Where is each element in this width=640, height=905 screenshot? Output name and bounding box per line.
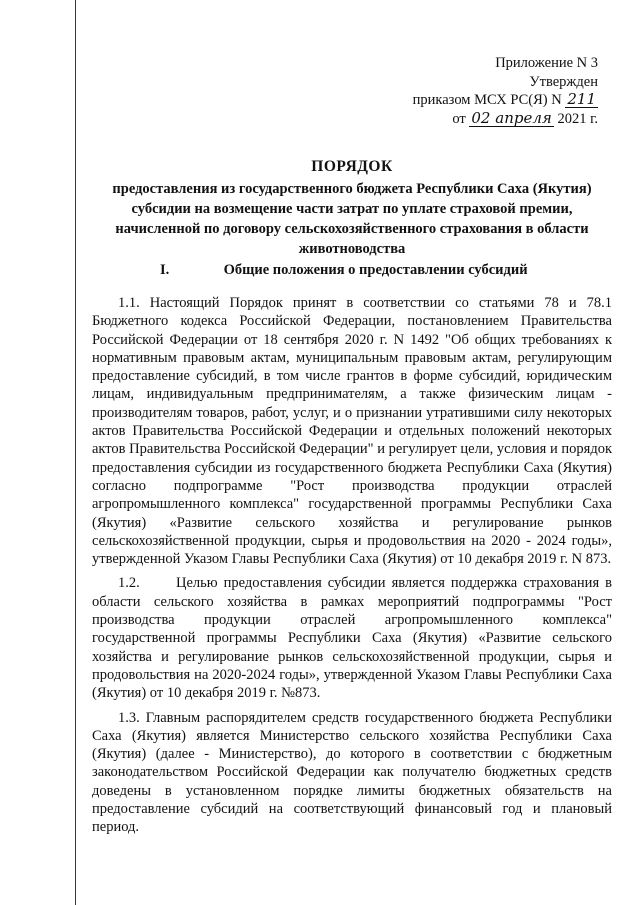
date-prefix: от	[452, 110, 466, 127]
appendix-header	[413, 54, 598, 128]
title-subtitle: предоставления из государственного бюджета Республики Саха (Якутия) субсидии на возмещение части затрат по уплате страховой премии, начисленной по договору сельскохозяйственного страхования в области животноводства	[112, 181, 592, 257]
handwritten-order-date: 02 апреля	[471, 108, 552, 127]
order-year: 2021 г.	[557, 110, 598, 127]
paragraph-1-2: 1.2. Целью предоставления субсидии является поддержка страхования в области сельского хозяйства в рамках мероприятий подпрограммы "Рост производства продукции отраслей агропромышленного комплекса" государственной программы Республики Саха (Якутия) «Развитие сельского хозяйства и регулирование рынков сельскохозяйственной продукции, сырья и продовольствия на 2020-2024 годы», утвержденной Указом Главы Республики Саха (Якутия) от 10 декабря 2019 г. №873.	[92, 575, 616, 702]
order-date-line	[413, 110, 598, 129]
section-heading	[160, 262, 528, 279]
title-main: ПОРЯДОК	[311, 158, 393, 175]
page-edge-line	[75, 0, 76, 905]
order-reference	[413, 91, 598, 110]
document-title	[92, 157, 612, 259]
paragraph-1-1: 1.1. Настоящий Порядок принят в соответствии со статьями 78 и 78.1 Бюджетного кодекса Российской Федерации, постановлением Правительства Российской Федерации от 18 сентября 2020 г. N 1492 "Об общих требованиях к нормативным правовым актам, муниципальным правовым актам, регулирующим предоставление субсидий, в том числе грантов в форме субсидий, юридическим лицам, индивидуальным предпринимателям, а также физическим лицам - производителям товаров, работ, услуг, и о признании утратившими силу некоторых актов Правительства Российской Федерации и отдельных положений некоторых актов Правительства Российской Федерации" и регулирует цели, условия и порядок предоставления субсидии из государственного бюджета Республики Саха (Якутия) согласно подпрограмме "Рост производства продукции отраслей агропромышленного комплекса" государственной программы Республики Саха (Якутия) «Развитие сельского хозяйства и регулирование рынков сельскохозяйственной продукции, сырья и продовольствия на 2020 - 2024 годы», утвержденной Указом Главы Республики Саха (Якутия) от 10 декабря 2019 г. N 873.	[92, 295, 612, 568]
paragraph-1-3: 1.3. Главным распорядителем средств государственного бюджета Республики Саха (Якутия) является Министерство сельского хозяйства Республики Саха (Якутия) (далее - Министерство), до которого в соответствии с бюджетным законодательством Российской Федерации как получателю бюджетных средств доведены в установленном порядке лимиты бюджетных обязательств на предоставление субсидий на соответствующий финансовый год и плановый период.	[92, 709, 612, 836]
approved-label: Утвержден	[529, 73, 598, 90]
order-prefix: приказом МСХ РС(Я) N	[412, 92, 562, 108]
section-number: I.	[160, 262, 170, 278]
appendix-number: Приложение N 3	[495, 55, 598, 71]
handwritten-order-number: 211	[567, 90, 596, 108]
section-title: Общие положения о предоставлении субсидий	[223, 262, 528, 278]
body-text	[92, 294, 616, 843]
